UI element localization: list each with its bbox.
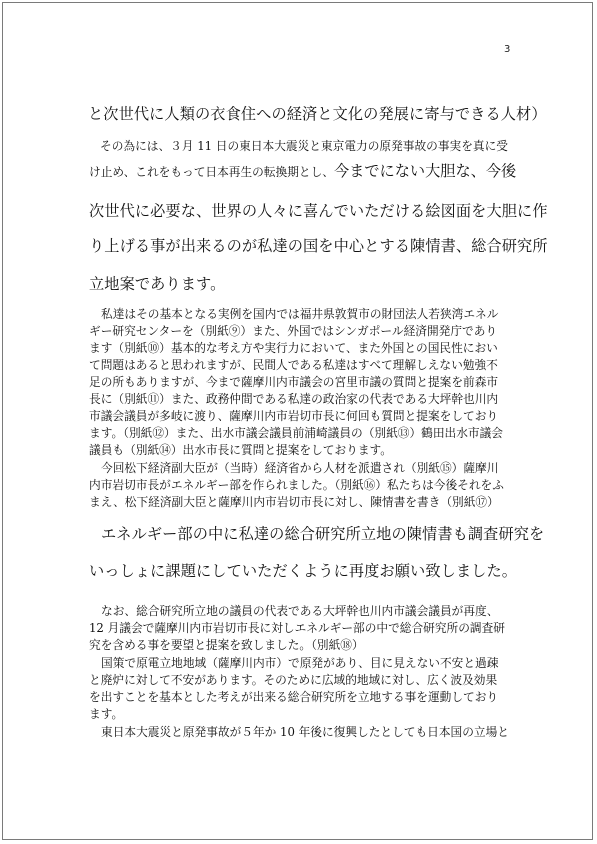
text-span: け止め、これをもって日本再生の転換期とし、 xyxy=(89,165,334,179)
text-line: ます。 xyxy=(89,707,124,721)
text-line: 議員も（別紙⑭）出水市長に質問と提案をしております。 xyxy=(89,443,392,457)
text-line: と次世代に人類の衣食住への経済と文化の発展に寄与できる人材） xyxy=(88,105,547,123)
text-line: て問題はあると思われますが、民間人である私達はすべて理解しえない勉強不 xyxy=(89,358,498,372)
text-line: を出すことを基本とした考えが出来る総合研究所を立地する事を運動しており xyxy=(89,690,499,704)
text-line: ます（別紙⑩）基本的な考え方や実行力において、また外国との国民性におい xyxy=(89,341,498,355)
text-span: 今までにない大胆な、今後 xyxy=(333,162,517,180)
page-number: 3 xyxy=(504,44,511,55)
text-line: 究を含める事を要望と提案を致しました。（別紙⑱） xyxy=(89,638,364,652)
text-line: なお、総合研究所立地の議員の代表である大坪幹也川内市議会議員が再度、 xyxy=(101,604,499,618)
text-line: 国策で原電立地地域（薩摩川内市）で原発があり、目に見えない不安と過疎 xyxy=(101,656,499,670)
text-line: 私達はその基本となる実例を国内では福井県敦賀市の財団法人若狭湾エネル xyxy=(101,307,499,321)
text-line-mixed xyxy=(89,160,516,181)
text-line: 長に（別紙⑪）また、政務仲間である私達の政治家の代表である大坪幹也川内 xyxy=(89,392,499,406)
text-line: ます。（別紙⑫）また、出水市議会議員前浦崎議員の（別紙⑬）鶴田出水市議会 xyxy=(89,426,503,440)
text-line: 次世代に必要な、世界の人々に喜んでいただける絵図面を大胆に作 xyxy=(89,202,548,220)
text-line: 12 月議会で薩摩川内市岩切市長に対しエネルギー部の中で総合研究所の調査研 xyxy=(89,621,505,635)
text-line: 内市岩切市長がエネルギー部を作られました。（別紙⑯）私たちは今後それをふ xyxy=(89,478,504,492)
text-line: り上げる事が出来るのが私達の国を中心とする陳情書、総合研究所 xyxy=(89,237,548,255)
text-line: と廃炉に対して不安があります。そのために広域的地域に対し、広く波及効果 xyxy=(89,673,498,687)
text-line: 立地案であります。 xyxy=(89,275,226,293)
text-line: その為には、３月 11 日の東日本大震災と東京電力の原発事故の事実を真に受 xyxy=(100,139,508,153)
text-line: エネルギー部の中に私達の総合研究所立地の陳情書も調査研究を xyxy=(101,525,545,543)
text-line: ギー研究センターを（別紙⑨）また、外国ではシンガポール経済開発庁であり xyxy=(89,324,498,338)
text-line: 市議会議員が多岐に渡り、薩摩川内市岩切市長に何回も質問と提案をしており xyxy=(89,409,499,423)
text-line: 足の所もありますが、今まで薩摩川内市議会の宮里市議の質問と提案を前森市 xyxy=(89,375,499,389)
text-line: まえ、松下経済副大臣と薩摩川内市岩切市長に対し、陳情書を書き（別紙⑰） xyxy=(89,495,499,509)
text-line: いっしょに課題にしていただくように再度お願い致しました。 xyxy=(89,562,518,580)
text-line: 東日本大震災と原発事故が５年か 10 年後に復興したとしても日本国の立場と xyxy=(101,725,509,739)
text-line: 今回松下経済副大臣が（当時）経済省から人材を派遣され（別紙⑮）薩摩川 xyxy=(101,461,499,475)
